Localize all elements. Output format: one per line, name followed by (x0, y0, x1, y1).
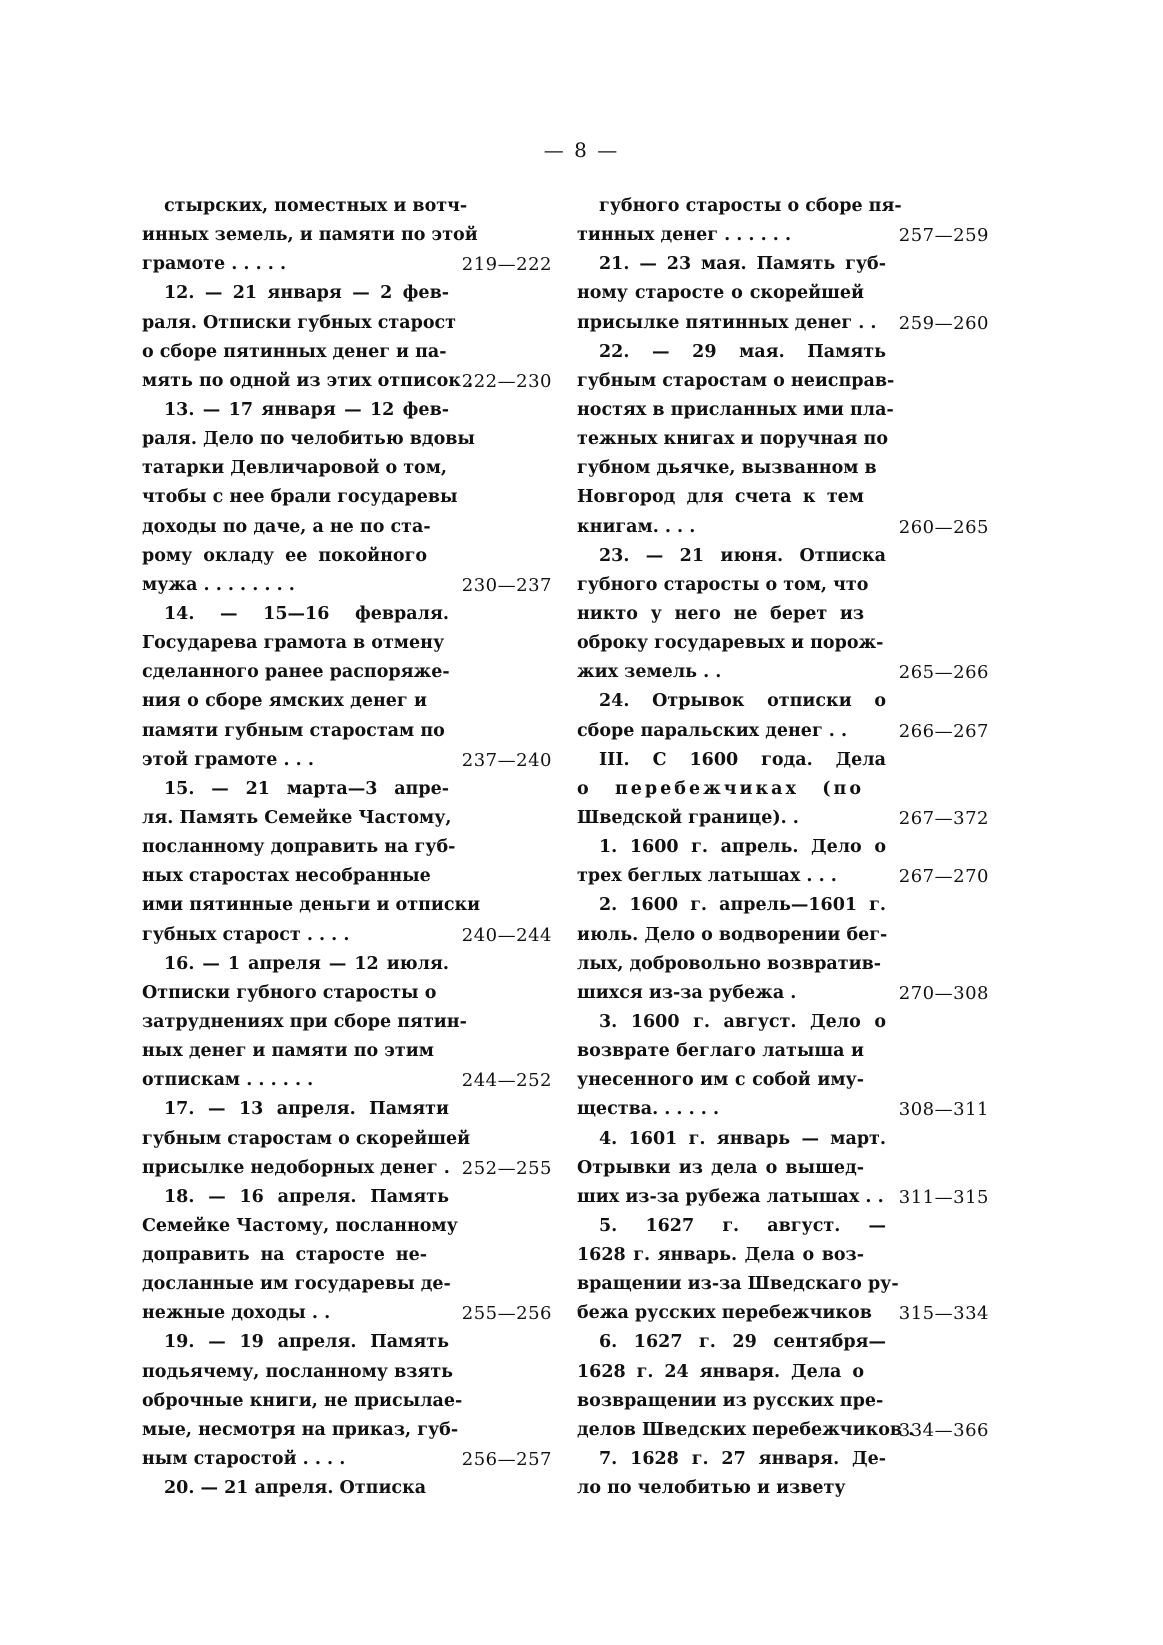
entry-text-line: вращении из-за Шведскаго ру- (577, 1274, 899, 1295)
entry-text-line: Новгород для счета к тем (577, 487, 864, 508)
entry-text-line: бежа русских перебежчиков (577, 1303, 872, 1324)
entry-text-line: 2. 1600 г. апрель—1601 г. (599, 895, 886, 916)
entry-text-line: 12. — 21 января — 2 фев- (164, 283, 449, 304)
entry-text-line: ных старостах несобранные (142, 866, 431, 887)
entry-text-line: досланные им государевы де- (142, 1274, 451, 1295)
page-range: 266—267 (898, 720, 989, 742)
entry-text-line: книгам. . . . (577, 516, 696, 537)
entry-text-line: Государева грамота в отмену (142, 633, 445, 654)
page-range: 267—372 (898, 807, 989, 829)
entry-text-line: лых, добровольно возвратив- (577, 953, 882, 974)
entry-text-line: 14. — 15—16 февраля. (164, 603, 449, 624)
entry-text-line: затруднениях при сборе пятин- (142, 1011, 467, 1032)
entry-text-line: стырских, поместных и вотч- (164, 196, 468, 216)
page-range: 260—265 (898, 516, 989, 538)
entry-text-line: о сборе пятинных денег и па- (142, 341, 447, 362)
left-column (142, 192, 552, 1503)
entry-text-line: 23. — 21 июня. Отписка (599, 545, 886, 566)
entry-text-line: 15. — 21 марта—3 апре- (164, 778, 449, 799)
entry-text-line: возврате беглаго латыша и (577, 1041, 864, 1062)
entry-text-line: губного старосты о сборе пя- (599, 196, 902, 216)
entry-text-line: сделанного ранее распоряже- (142, 662, 450, 683)
entry-text-line: ля. Память Семейке Частому, (142, 807, 452, 828)
toc-entry (577, 891, 989, 1008)
page-number: — 8 — (543, 138, 620, 162)
toc-entry (577, 687, 989, 745)
entry-text-line: 16. — 1 апреля — 12 июля. (164, 953, 449, 974)
entry-text-line: ным старостой . . . . (142, 1449, 346, 1470)
entry-text-line: III. С 1600 года. Дела (599, 749, 886, 770)
entry-text-line: грамоте . . . . . (142, 254, 287, 275)
entry-text-line: тежных книгах и поручная по (577, 429, 888, 450)
entry-text-line: губном дьячке, вызванном в (577, 458, 877, 479)
entry-text-line: 24. Отрывок отписки о (599, 691, 886, 712)
entry-text-line: подьячему, посланному взять (142, 1361, 454, 1382)
entry-text-line: 18. — 16 апреля. Память (164, 1186, 449, 1207)
entry-text-line: 17. — 13 апреля. Памяти (164, 1099, 449, 1120)
toc-entry (577, 250, 989, 337)
entry-text-line: посланному доправить на губ- (142, 837, 456, 858)
page-range: 267—270 (898, 866, 989, 888)
entry-text-line: 22. — 29 мая. Память (599, 341, 886, 362)
entry-text-line: июль. Дело о водворении бег- (577, 924, 888, 945)
entry-text-line: раля. Дело по челобитью вдовы (142, 429, 475, 450)
entry-text-line: рому окладу ее покойного (142, 545, 427, 566)
entry-text-line: губным старостам о неисправ- (577, 370, 895, 391)
entry-text-line: мые, несмотря на приказ, губ- (142, 1419, 459, 1440)
page-range: 222—230 (461, 370, 552, 392)
page-range: 270—308 (898, 982, 989, 1004)
toc-entry (142, 1095, 552, 1182)
entry-text-line: доходы по даче, а не по ста- (142, 516, 431, 537)
toc-entry (142, 1474, 552, 1503)
entry-text-line: Шведской границе). . (577, 807, 799, 828)
entry-text-line: присылке недоборных денег . (142, 1157, 450, 1178)
toc-entry (577, 1445, 989, 1503)
entry-text-line: мять по одной из этих отписок . (142, 370, 474, 391)
toc-entry (142, 396, 552, 600)
page-range: 265—266 (898, 662, 989, 684)
entry-text-line: ных денег и памяти по этим (142, 1041, 434, 1062)
entry-text-line: 20. — 21 апреля. Отписка (164, 1478, 427, 1499)
entry-text-line: мужа . . . . . . . . (142, 574, 295, 595)
page-range: 334—366 (898, 1419, 989, 1441)
toc-entry (142, 950, 552, 1096)
entry-text-line: отпискам . . . . . . (142, 1070, 314, 1091)
entry-text-line: нежные доходы . . (142, 1303, 331, 1324)
page-range: 255—256 (461, 1303, 552, 1325)
page-range: 256—257 (461, 1449, 552, 1471)
page-range: 240—244 (461, 924, 552, 946)
page-range: 311—315 (898, 1186, 989, 1208)
entry-text-line: ния о сборе ямских денег и (142, 691, 427, 712)
page-range: 315—334 (898, 1303, 989, 1325)
entry-text-line: оброку государевых и порож- (577, 633, 884, 654)
toc-entry (142, 1183, 552, 1329)
entry-text-line: делов Шведских перебежчиков . (577, 1419, 915, 1440)
toc-entry (577, 1125, 989, 1212)
entry-text-line: этой грамоте . . . (142, 749, 314, 770)
toc-entry (577, 1212, 989, 1329)
entry-text-line: жих земель . . (577, 662, 722, 683)
entry-text-line: 3. 1600 г. август. Дело о (599, 1011, 886, 1032)
entry-text-line: инных земель, и памяти по этой (142, 225, 478, 246)
toc-entry (577, 542, 989, 688)
page-range: 308—311 (898, 1099, 989, 1121)
toc-entry (577, 1008, 989, 1125)
entry-text-line: ших из-за рубежа латышах . . (577, 1186, 884, 1207)
entry-text-line: Семейке Частому, посланному (142, 1215, 458, 1236)
toc-entry (142, 192, 552, 279)
entry-text-line: сборе паральских денег . . (577, 720, 848, 741)
entry-text-line: 13. — 17 января — 12 фев- (164, 399, 449, 420)
toc-entry (142, 600, 552, 775)
entry-text-line: о перебежчиках (по (577, 778, 864, 799)
entry-text-line: губного старосты о том, что (577, 574, 869, 595)
entry-text-line: Отписки губного старосты о (142, 982, 437, 1003)
entry-text-line: оброчные книги, не присылае- (142, 1390, 463, 1411)
entry-text-line: 5. 1627 г. август. — (599, 1215, 886, 1236)
entry-text-line: губных старост . . . . (142, 924, 350, 945)
entry-text-line: 21. — 23 мая. Память губ- (599, 254, 886, 275)
toc-entry (577, 338, 989, 542)
entry-text-line: 6. 1627 г. 29 сентября— (599, 1332, 886, 1353)
toc-entry (142, 279, 552, 396)
entry-text-line: 1628 г. 24 января. Дела о (577, 1361, 864, 1382)
entry-text-line: Отрывки из дела о вышед- (577, 1157, 864, 1178)
entry-text-line: 19. — 19 апреля. Память (164, 1332, 449, 1353)
toc-entry (577, 1328, 989, 1445)
page-range: 219—222 (461, 254, 552, 276)
entry-text-line: ло по челобитью и извету (577, 1478, 846, 1499)
entry-text-line: 1628 г. январь. Дела о воз- (577, 1245, 864, 1266)
entry-text-line: трех беглых латышах . . . (577, 866, 837, 887)
entry-text-line: 4. 1601 г. январь — март. (599, 1128, 886, 1149)
entry-text-line: чтобы с нее брали государевы (142, 487, 458, 508)
entry-text-line: ному старосте о скорейшей (577, 283, 864, 304)
toc-entry (577, 833, 989, 891)
right-column (577, 192, 989, 1503)
entry-text-line: возвращении из русских пре- (577, 1390, 884, 1411)
page-range: 237—240 (461, 749, 552, 771)
entry-text-line: татарки Девличаровой о том, (142, 458, 448, 479)
page-range: 244—252 (461, 1070, 552, 1092)
entry-text-line: присылке пятинных денег . . (577, 312, 877, 333)
page-range: 230—237 (461, 574, 552, 596)
entry-text-line: унесенного им с собой иму- (577, 1070, 864, 1091)
page-range: 257—259 (898, 225, 989, 247)
toc-entry (142, 775, 552, 950)
entry-text-line: шихся из-за рубежа . (577, 982, 797, 1003)
entry-text-line: тинных денег . . . . . . (577, 225, 792, 246)
entry-text-line: памяти губным старостам по (142, 720, 445, 741)
toc-entry (577, 746, 989, 833)
entry-text-line: 7. 1628 г. 27 января. Де- (599, 1449, 886, 1470)
toc-entry (577, 192, 989, 250)
entry-text-line: ими пятинные деньги и отписки (142, 895, 481, 916)
entry-text-line: доправить на старосте не- (142, 1245, 427, 1266)
entry-text-line: 1. 1600 г. апрель. Дело о (599, 837, 886, 858)
entry-text-line: губным старостам о скорейшей (142, 1128, 471, 1149)
toc-entry (142, 1328, 552, 1474)
entry-text-line: ностях в присланных ими пла- (577, 399, 894, 420)
entry-text-line: никто у него не берет из (577, 603, 864, 624)
entry-text-line: раля. Отписки губных старост (142, 312, 456, 333)
page-range: 252—255 (461, 1157, 552, 1179)
entry-text-line: щества. . . . . . (577, 1099, 720, 1120)
page-range: 259—260 (898, 312, 989, 334)
